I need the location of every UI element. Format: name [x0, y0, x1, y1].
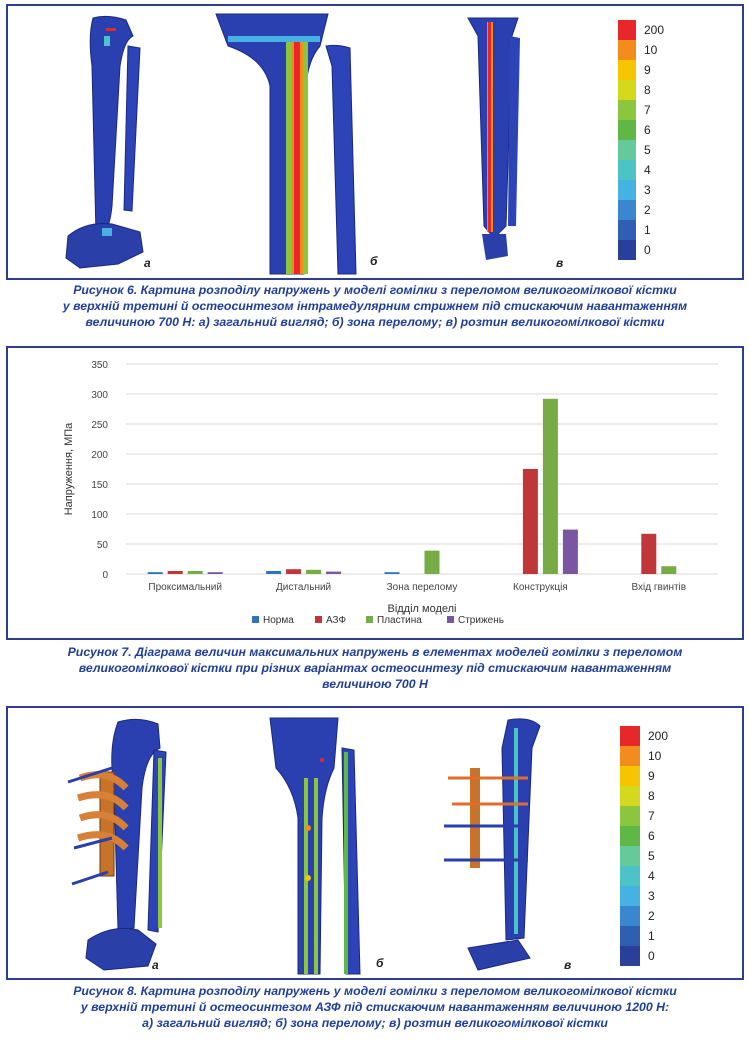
- scale-swatch: [618, 160, 636, 180]
- scale-swatch: [618, 80, 636, 100]
- scale-label: 3: [648, 889, 655, 903]
- figure-8-caption: [8, 983, 742, 1031]
- bar: [208, 572, 223, 574]
- figure-8-frame: [6, 706, 744, 980]
- y-tick-label: 200: [91, 450, 108, 461]
- bar: [543, 399, 558, 574]
- x-tick-label: Вхід гвинтів: [631, 582, 687, 593]
- fig6-caption-line: у верхній третині й остеосинтезом інтрамедулярним стрижнем під стискаючим навантаженням: [62, 299, 688, 313]
- fig7-caption-line: великогомілкової кістки при різних варіантах остеосинтезу під стискаючим навантаженням: [78, 661, 672, 675]
- scale-label: 8: [648, 789, 655, 803]
- legend-swatch: [252, 616, 259, 623]
- legend-label: Стрижень: [458, 615, 504, 626]
- legend-swatch: [366, 616, 373, 623]
- fig6-caption-line: величиною 700 Н: а) загальний вигляд; б) зона перелому; в) розтин великогомілкової кістки: [85, 315, 665, 329]
- fig6-panel-a-model: [66, 16, 143, 268]
- bar: [306, 570, 321, 574]
- y-axis-title: Напруження, МПа: [63, 422, 75, 516]
- scale-swatch: [618, 240, 636, 260]
- scale-swatch: [620, 886, 640, 906]
- scale-label: 9: [644, 63, 651, 77]
- scale-swatch: [618, 120, 636, 140]
- bar: [326, 572, 341, 574]
- scale-label: 7: [644, 103, 651, 117]
- fig7-caption-line: Рисунок 7. Діаграма величин максимальних напружень в елементах моделей гомілки з переломом: [67, 645, 683, 659]
- fig6-color-scale: [618, 20, 664, 260]
- figure-6-frame: [6, 4, 744, 280]
- scale-label: 4: [644, 163, 651, 177]
- fig6-label-b: б: [370, 254, 378, 268]
- fig8-label-a: а: [152, 958, 159, 972]
- fig6-caption-line: Рисунок 6. Картина розподілу напружень у моделі гомілки з переломом великогомілкової кістки: [73, 283, 677, 297]
- fig8-panel-a-model: [68, 719, 166, 970]
- bar: [188, 571, 203, 574]
- fig8-label-c: в: [564, 958, 572, 972]
- bar: [523, 469, 538, 574]
- scale-swatch: [620, 926, 640, 946]
- x-tick-label: Зона перелому: [386, 582, 458, 593]
- figure-7-bar-chart: [8, 348, 742, 638]
- scale-swatch: [620, 786, 640, 806]
- fig6-label-a: а: [144, 256, 151, 270]
- scale-label: 5: [648, 849, 655, 863]
- legend-swatch: [315, 616, 322, 623]
- fig8-panel-b-model: [270, 718, 360, 974]
- figure-7-frame: [6, 346, 744, 640]
- bar: [641, 534, 656, 574]
- scale-label: 6: [648, 829, 655, 843]
- bar: [385, 572, 400, 574]
- scale-label: 10: [648, 749, 662, 763]
- figure-6-caption: [8, 282, 742, 330]
- bar: [563, 530, 578, 574]
- scale-swatch: [618, 40, 636, 60]
- scale-label: 1: [644, 223, 651, 237]
- x-axis-title: Відділ моделі: [387, 603, 457, 615]
- scale-label: 200: [644, 23, 665, 37]
- fig8-caption-line: у верхній третині й остеосинтезом АЗФ під стискаючим навантаженням величиною 1200 Н:: [80, 1000, 670, 1014]
- scale-label: 3: [644, 183, 651, 197]
- scale-label: 0: [648, 949, 655, 963]
- scale-swatch: [620, 906, 640, 926]
- scale-swatch: [620, 946, 640, 966]
- scale-swatch: [618, 180, 636, 200]
- scale-label: 0: [644, 243, 651, 257]
- scale-swatch: [620, 866, 640, 886]
- scale-swatch: [618, 60, 636, 80]
- scale-swatch: [618, 20, 636, 40]
- bar: [168, 571, 183, 574]
- scale-label: 7: [648, 809, 655, 823]
- scale-label: 10: [644, 43, 658, 57]
- y-tick-label: 100: [91, 510, 108, 521]
- fig8-caption-line: Рисунок 8. Картина розподілу напружень у моделі гомілки з переломом великогомілкової кістки: [73, 984, 677, 998]
- y-tick-label: 300: [91, 390, 108, 401]
- legend-swatch: [447, 616, 454, 623]
- bar: [286, 569, 301, 574]
- scale-swatch: [618, 140, 636, 160]
- scale-swatch: [620, 826, 640, 846]
- fig8-panel-c-model: [444, 719, 540, 970]
- y-tick-label: 250: [91, 420, 108, 431]
- fig6-panel-b-model: [216, 14, 356, 274]
- figure-7-caption: [8, 644, 742, 692]
- y-tick-label: 350: [91, 360, 108, 371]
- y-tick-label: 0: [102, 570, 108, 581]
- scale-swatch: [618, 220, 636, 240]
- x-tick-label: Проксимальний: [148, 582, 222, 593]
- bar: [661, 566, 676, 574]
- y-tick-label: 150: [91, 480, 108, 491]
- scale-swatch: [620, 726, 640, 746]
- scale-swatch: [620, 806, 640, 826]
- scale-label: 200: [648, 729, 669, 743]
- scale-label: 2: [644, 203, 651, 217]
- scale-swatch: [618, 200, 636, 220]
- figure-8-image: [8, 708, 742, 978]
- scale-label: 5: [644, 143, 651, 157]
- y-tick-label: 50: [96, 540, 108, 551]
- fig7-caption-line: величиною 700 Н: [322, 677, 428, 691]
- legend-label: АЗФ: [326, 615, 347, 626]
- scale-label: 8: [644, 83, 651, 97]
- fig6-panel-c-model: [468, 18, 520, 260]
- bar: [425, 551, 440, 574]
- fig8-color-scale: [620, 726, 668, 966]
- x-tick-label: Конструкція: [513, 582, 568, 593]
- scale-label: 6: [644, 123, 651, 137]
- scale-swatch: [618, 100, 636, 120]
- x-tick-label: Дистальний: [276, 582, 332, 593]
- fig8-label-b: б: [376, 956, 384, 970]
- scale-swatch: [620, 766, 640, 786]
- fig6-label-c: в: [556, 256, 564, 270]
- scale-swatch: [620, 846, 640, 866]
- fig8-caption-line: а) загальний вигляд; б) зона перелому; в) розтин великогомілкової кістки: [142, 1016, 608, 1030]
- figure-6-image: [8, 6, 742, 278]
- bar: [148, 572, 163, 574]
- bar: [266, 571, 281, 574]
- scale-label: 1: [648, 929, 655, 943]
- scale-label: 2: [648, 909, 655, 923]
- scale-swatch: [620, 746, 640, 766]
- legend-label: Пластина: [377, 615, 422, 626]
- scale-label: 4: [648, 869, 655, 883]
- legend-label: Норма: [263, 615, 294, 626]
- scale-label: 9: [648, 769, 655, 783]
